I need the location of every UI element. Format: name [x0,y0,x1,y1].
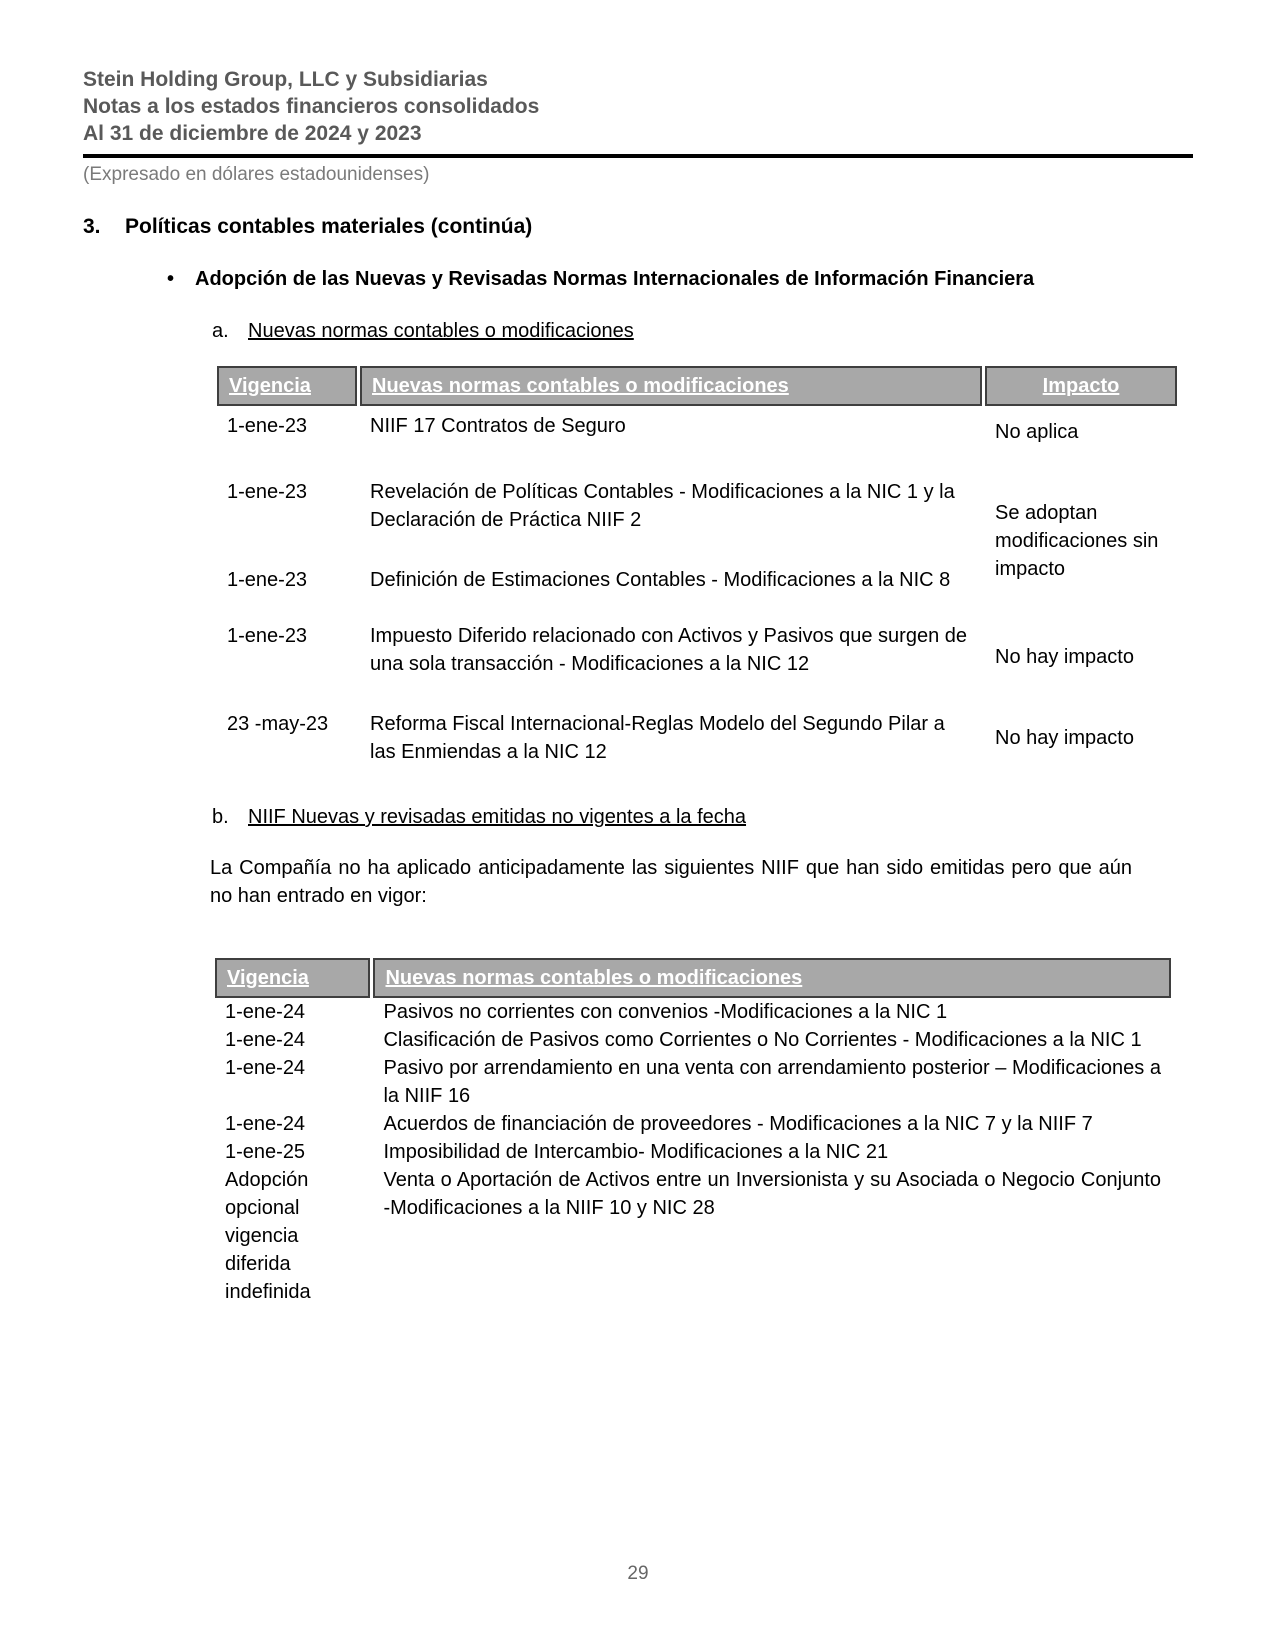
vigencia-cell: 1-ene-23 [227,481,308,503]
table-a-header-impacto: Impacto [985,366,1177,406]
list-item-b [212,806,1193,829]
table-row [217,704,1177,774]
section-number: 3. [83,215,101,238]
norma-cell: Impuesto Diferido relacionado con Activos y Pasivos que surgen de una sola transacción - Modificaciones a la NIC 12 [370,625,968,675]
report-header [83,66,1193,147]
list-item-a [212,320,1193,343]
table-row [215,998,1171,1026]
item-a-marker: a. [212,320,229,342]
vigencia-cell: 1-ene-24 [225,1029,306,1051]
table-b-header-vigencia: Vigencia [215,958,370,998]
table-a-header-vigencia: Vigencia [217,366,357,406]
vigencia-cell: 23 -may-23 [227,713,329,735]
table-row [215,1110,1171,1138]
vigencia-cell: 1-ene-23 [227,625,308,647]
table-b-header-row [215,958,1171,998]
standards-table-a [214,366,1180,774]
table-row [217,616,1177,704]
norma-cell: Imposibilidad de Intercambio- Modificaciones a la NIC 21 [383,1141,889,1163]
intro-paragraph: La Compañía no ha aplicado anticipadamente las siguientes NIIF que han sido emitidas pero que aún no han entrado en vigor: [210,857,1132,907]
impacto-cell: No aplica [995,421,1079,443]
table-row [217,406,1177,472]
report-title: Notas a los estados financieros consolidados [83,95,540,118]
table-row [215,1166,1171,1306]
bullet-heading [167,268,1193,291]
impacto-cell: No hay impacto [995,727,1134,749]
vigencia-cell: 1-ene-24 [225,1113,306,1135]
bullet-heading-text: Adopción de las Nuevas y Revisadas Normas Internacionales de Información Financiera [195,268,1035,290]
impacto-cell: No hay impacto [995,646,1134,668]
table-row [215,1138,1171,1166]
header-rule [83,154,1193,158]
item-a-title: Nuevas normas contables o modificaciones [248,320,634,342]
vigencia-cell: 1-ene-25 [225,1141,306,1163]
vigencia-cell: 1-ene-24 [225,1057,306,1079]
vigencia-cell: 1-ene-24 [225,1001,306,1023]
table-row [215,1026,1171,1054]
item-b-marker: b. [212,806,229,828]
norma-cell: Clasificación de Pasivos como Corrientes o No Corrientes - Modificaciones a la NIC 1 [383,1029,1142,1051]
table-a-header-normas: Nuevas normas contables o modificaciones [360,366,982,406]
section-title: Políticas contables materiales (continúa) [125,215,533,238]
table-row [217,472,1177,560]
item-b-title: NIIF Nuevas y revisadas emitidas no vigentes a la fecha [248,806,747,828]
norma-cell: Venta o Aportación de Activos entre un Inversionista y su Asociada o Negocio Conjunto -Modificaciones a la NIIF 10 y NIC 28 [383,1169,1161,1219]
norma-cell: Acuerdos de financiación de proveedores - Modificaciones a la NIC 7 y la NIIF 7 [383,1113,1093,1135]
bullet-icon: • [167,268,175,290]
table-a-header-row [217,366,1177,406]
norma-cell: Pasivo por arrendamiento en una venta con arrendamiento posterior – Modificaciones a la NIIF 16 [383,1057,1161,1107]
standards-table-b [212,958,1174,1306]
vigencia-cell: 1-ene-23 [227,415,308,437]
norma-cell: Definición de Estimaciones Contables - Modificaciones a la NIC 8 [370,569,951,591]
report-date: Al 31 de diciembre de 2024 y 2023 [83,122,422,145]
norma-cell: Reforma Fiscal Internacional-Reglas Modelo del Segundo Pilar a las Enmiendas a la NIC 12 [370,713,945,763]
vigencia-cell: Adopción opcional vigencia diferida indefinida [225,1169,311,1303]
impacto-cell: Se adoptan modificaciones sin impacto [995,502,1159,580]
currency-note: (Expresado en dólares estadounidenses) [83,164,430,185]
norma-cell: NIIF 17 Contratos de Seguro [370,415,626,437]
company-name: Stein Holding Group, LLC y Subsidiarias [83,68,488,91]
section-heading [83,215,1193,239]
norma-cell: Pasivos no corrientes con convenios -Modificaciones a la NIC 1 [383,1001,948,1023]
table-b-header-normas: Nuevas normas contables o modificaciones [373,958,1171,998]
norma-cell: Revelación de Políticas Contables - Modificaciones a la NIC 1 y la Declaración de Práctica NIIF 2 [370,481,955,531]
page-number: 29 [627,1563,649,1584]
table-row [215,1054,1171,1110]
vigencia-cell: 1-ene-23 [227,569,308,591]
